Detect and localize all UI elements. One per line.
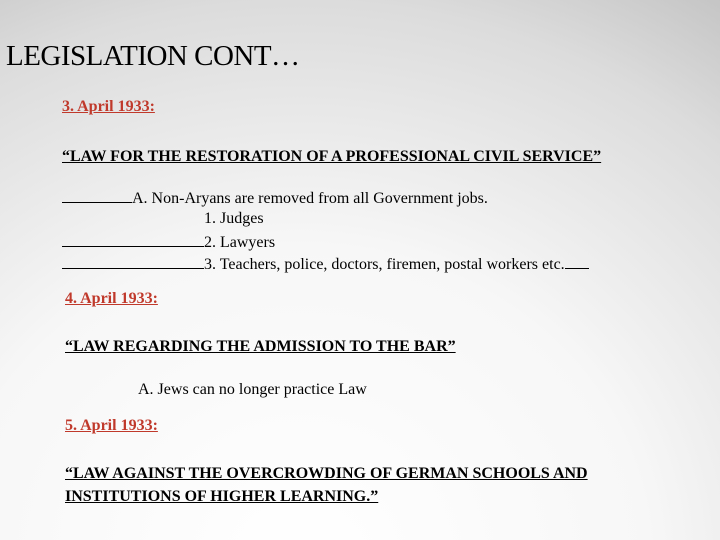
law4-date: 4. April 1933: [65, 290, 158, 307]
law3-item-3-row [62, 253, 589, 275]
underline-blank [62, 187, 132, 203]
law5-date: 5. April 1933: [65, 417, 158, 434]
underline-blank [62, 231, 204, 247]
law3-item-2: 2. Lawyers [204, 234, 276, 251]
law4-point-a: A. Jews can no longer practice Law [138, 381, 367, 398]
slide-title: LEGISLATION CONT… [6, 40, 300, 72]
law3-item-2-row [62, 231, 275, 253]
underline-blank [565, 253, 589, 269]
law3-date: 3. April 1933: [62, 98, 155, 115]
law5-name-line-2: INSTITUTIONS OF HIGHER LEARNING.” [65, 488, 379, 505]
law3-point-a-row [62, 187, 488, 209]
law3-item-3: 3. Teachers, police, doctors, firemen, postal workers etc. [204, 256, 565, 273]
law5-name-line-1: “LAW AGAINST THE OVERCROWDING OF GERMAN SCHOOLS AND [65, 465, 588, 482]
law3-name: “LAW FOR THE RESTORATION OF A PROFESSIONAL CIVIL SERVICE” [62, 148, 602, 165]
law4-name: “LAW REGARDING THE ADMISSION TO THE BAR” [65, 338, 456, 355]
law3-point-a: A. Non-Aryans are removed from all Government jobs. [132, 190, 488, 207]
law3-item-1: 1. Judges [204, 210, 264, 227]
underline-blank [62, 253, 204, 269]
